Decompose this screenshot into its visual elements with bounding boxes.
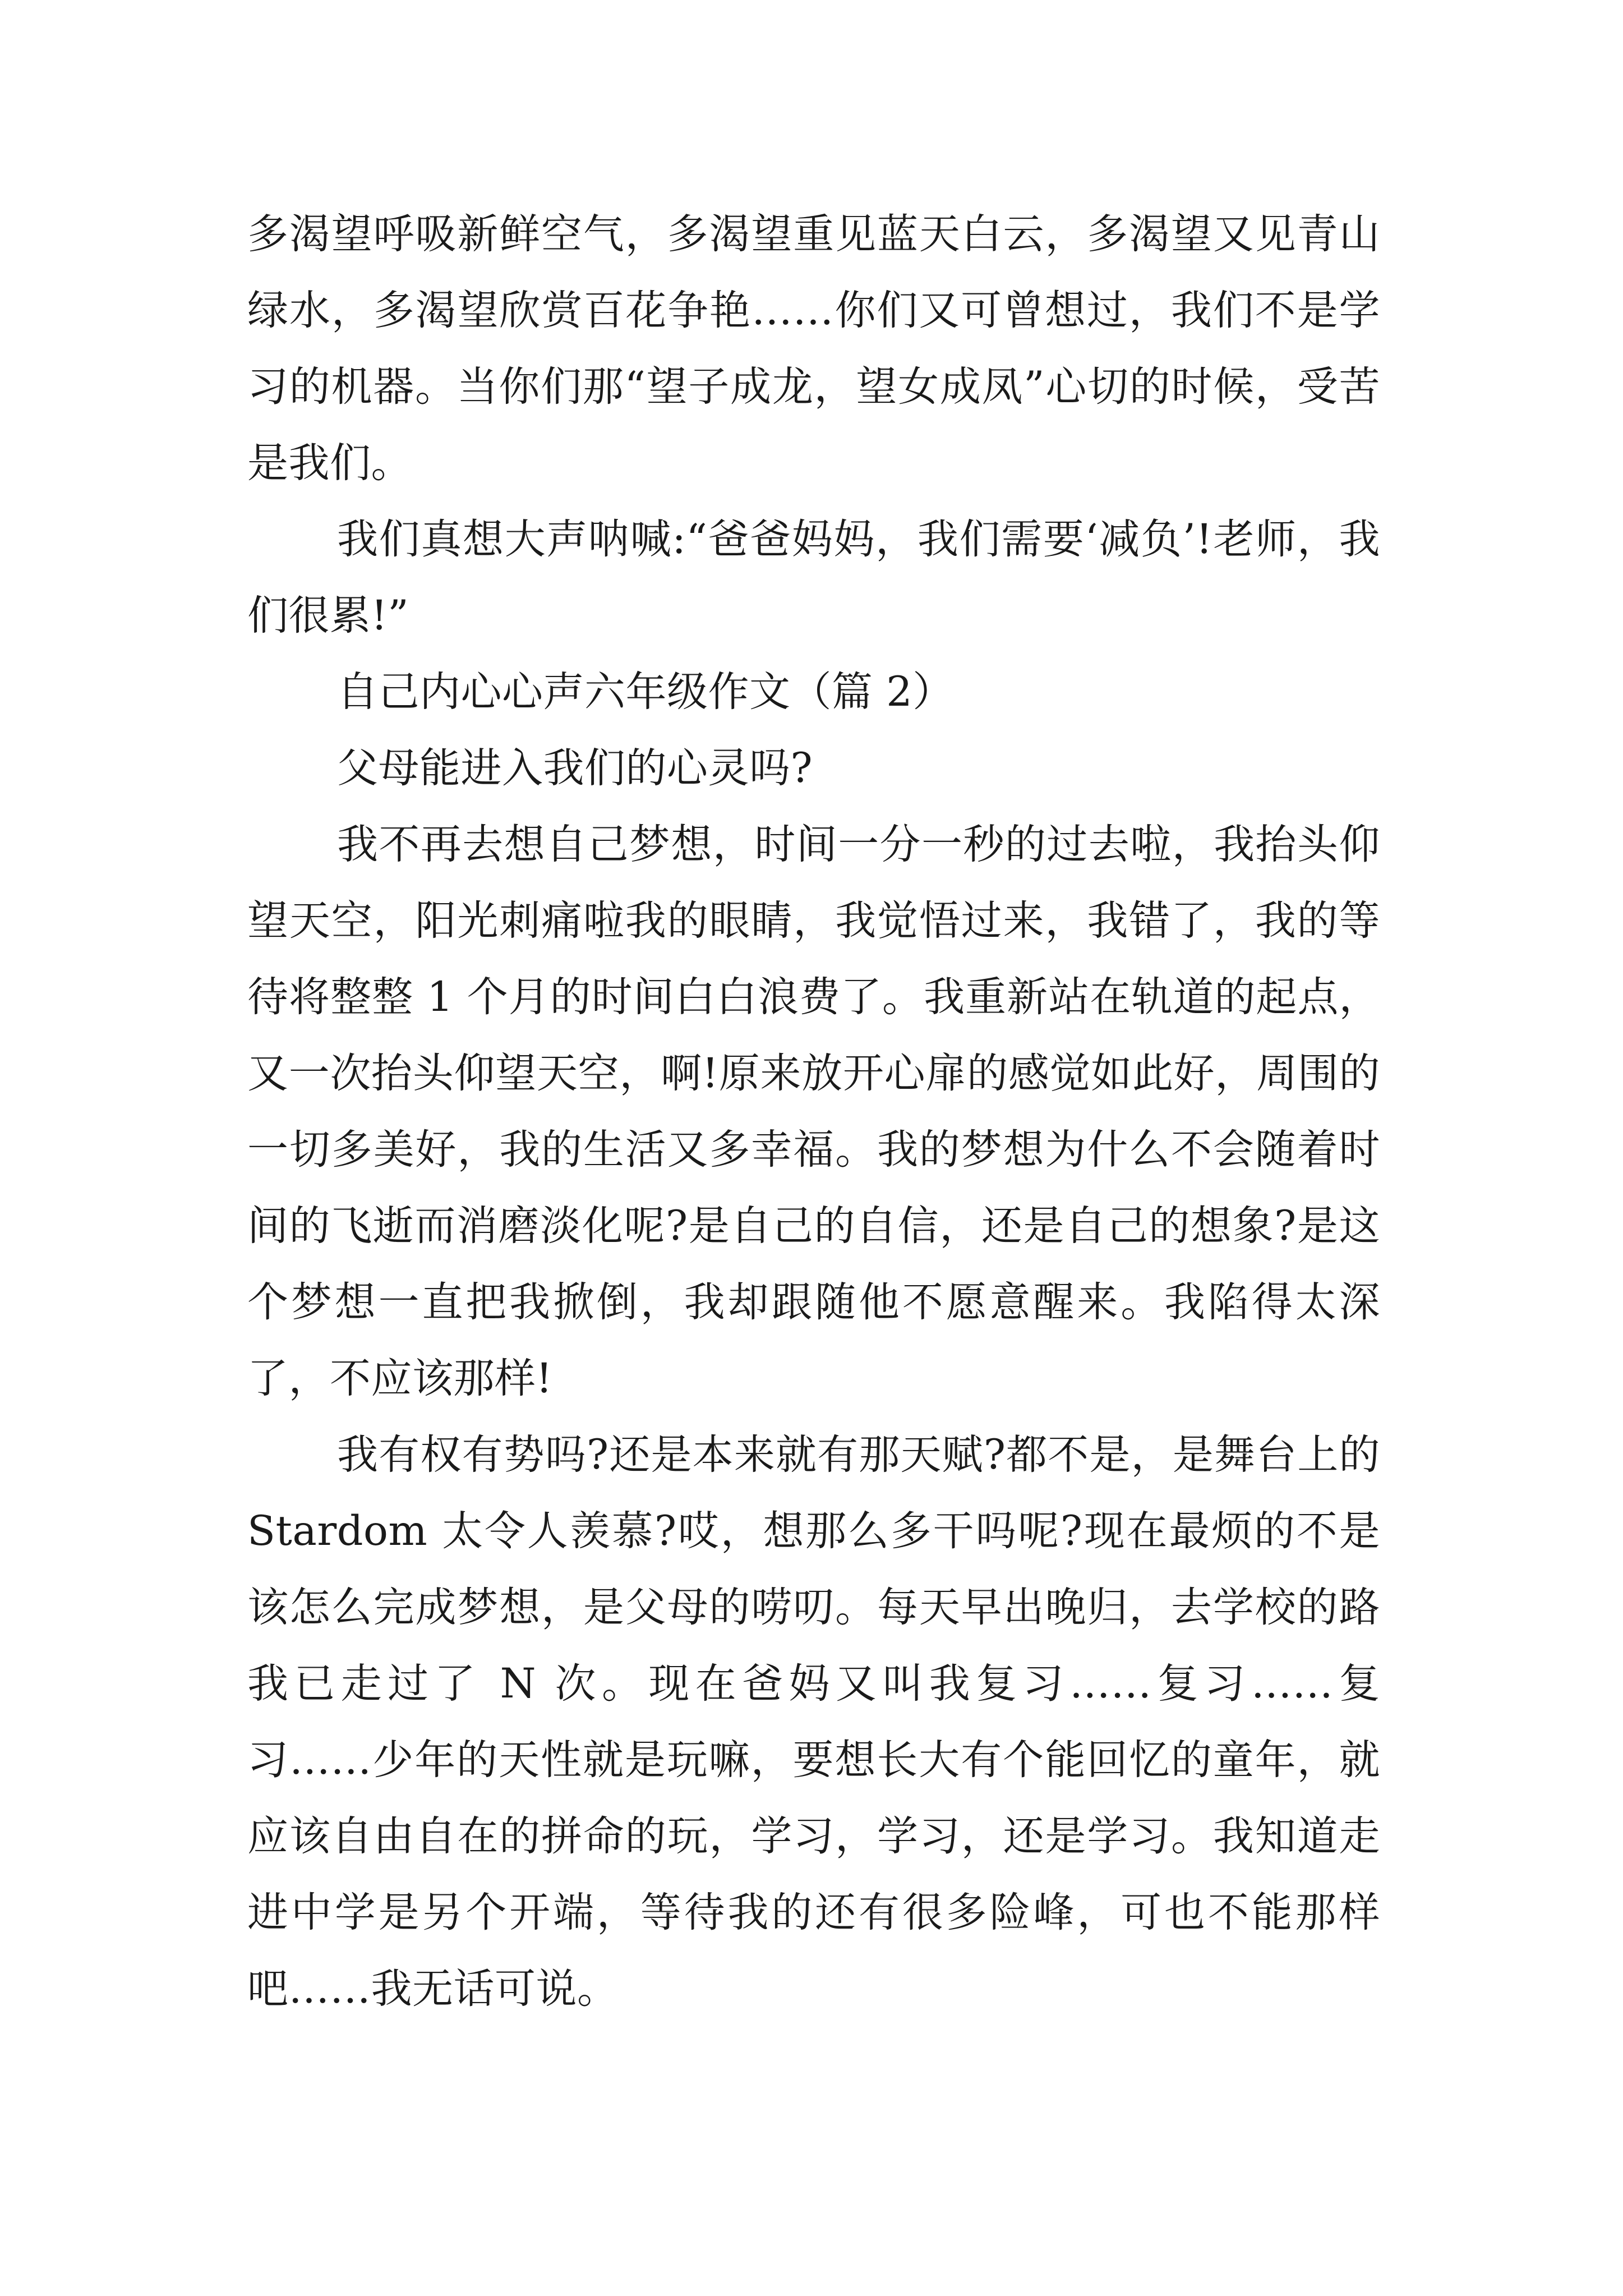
subtitle-question: 父母能进入我们的心灵吗? (337, 744, 813, 792)
paragraph-6: 我有权有势吗?还是本来就有那天赋?都不是，是舞台上的 Stardom 太令人羡慕?哎，想那么多干吗呢?现在最烦的不是该怎么完成梦想，是父母的唠叨。每天早出晚归，去学校的路我已走过了 N 次。现在爸妈又叫我复习……复习……复习……少年的天性就是玩嘛，要想长大有个能回忆的童年，就应该自由自在的拼命的玩，学习，学习，还是学习。我知道走进中学是另个开端，等待我的还有很多险峰，可也不能那样吧……我无话可说。 (247, 1431, 1380, 2013)
paragraph-1: 多渴望呼吸新鲜空气，多渴望重见蓝天白云，多渴望又见青山绿水，多渴望欣赏百花争艳……你们又可曾想过，我们不是学习的机器。当你们那“望子成龙，望女成凤”心切的时候，受苦是我们。 (247, 210, 1380, 487)
paragraph-5: 我不再去想自己梦想，时间一分一秒的过去啦，我抬头仰望天空，阳光刺痛啦我的眼睛，我觉悟过来，我错了，我的等待将整整 1 个月的时间白白浪费了。我重新站在轨道的起点，又一次抬头仰望天空，啊!原来放开心扉的感觉如此好，周围的一切多美好，我的生活又多幸福。我的梦想为什么不会随着时间的飞逝而消磨淡化呢?是自己的自信，还是自己的想象?是这个梦想一直把我掀倒，我却跟随他不愿意醒来。我陷得太深了，不应该那样! (247, 821, 1380, 1402)
paragraph-2: 我们真想大声呐喊:“爸爸妈妈，我们需要‘减负’!老师，我们很累!” (247, 516, 1380, 639)
document-body (247, 196, 1380, 2027)
section-heading: 自己内心心声六年级作文（篇 2） (337, 668, 954, 716)
